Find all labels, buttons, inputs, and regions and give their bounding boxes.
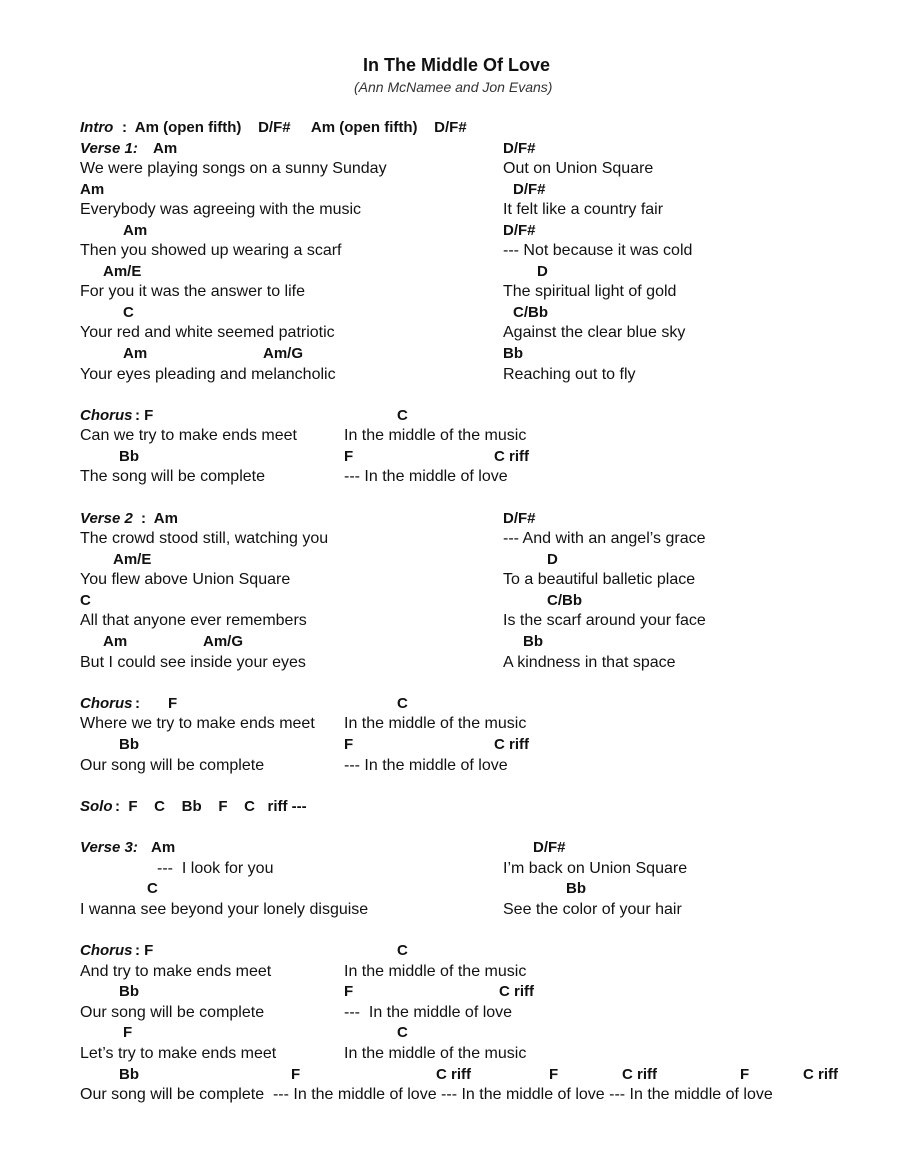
lyric-line: --- In the middle of love	[344, 757, 508, 774]
lyric-line: Where we try to make ends meet	[80, 715, 315, 732]
chord-label: Am	[80, 181, 105, 198]
lyric-line: Is the scarf around your face	[503, 612, 706, 629]
section-label: Solo	[80, 798, 113, 815]
chord-label: C/Bb	[547, 592, 582, 609]
chord-label: F	[168, 695, 178, 712]
section-label: Chorus	[80, 695, 133, 712]
lyric-line: Our song will be complete	[80, 757, 265, 774]
chord-label: Am	[123, 345, 148, 362]
chord-label: : F	[135, 407, 154, 424]
lyric-line: In the middle of the music	[344, 963, 527, 980]
chord-label: : Am	[141, 510, 178, 527]
lyric-line: The spiritual light of gold	[503, 283, 677, 300]
chord-label: D/F#	[503, 510, 536, 527]
lyric-line: The crowd stood still, watching you	[80, 530, 329, 547]
chord-label: Bb	[119, 983, 139, 1000]
lyric-line: See the color of your hair	[503, 901, 682, 918]
chord-label: F	[344, 983, 354, 1000]
chord-label: Am	[123, 222, 148, 239]
lyric-line: All that anyone ever remembers	[80, 612, 307, 629]
lyric-line: Can we try to make ends meet	[80, 427, 297, 444]
chord-label: D/F#	[503, 222, 536, 239]
chord-label: Bb	[566, 880, 586, 897]
chord-label: Bb	[523, 633, 543, 650]
lyric-line: The song will be complete	[80, 468, 265, 485]
section-label: Verse 2	[80, 510, 133, 527]
lyric-line: Out on Union Square	[503, 160, 654, 177]
chord-label: C riff	[436, 1066, 471, 1083]
chord-label: Am/E	[113, 551, 152, 568]
lyric-line: In the middle of the music	[344, 427, 527, 444]
chord-label: C	[123, 304, 134, 321]
chord-label: C riff	[494, 736, 529, 753]
chord-label: Am	[153, 140, 178, 157]
lyric-line: You flew above Union Square	[80, 571, 291, 588]
chord-label: C riff	[803, 1066, 838, 1083]
chord-label: : F C Bb F C riff ---	[115, 798, 307, 815]
chord-label: Am/G	[263, 345, 304, 362]
song-credits: (Ann McNamee and Jon Evans)	[354, 79, 553, 95]
lyric-line: Everybody was agreeing with the music	[80, 201, 362, 218]
chord-label: C	[397, 1024, 408, 1041]
chord-label: Am/G	[203, 633, 244, 650]
lyric-line: We were playing songs on a sunny Sunday	[80, 160, 387, 177]
chord-label: C	[397, 695, 408, 712]
lyric-line: To a beautiful balletic place	[503, 571, 696, 588]
lyric-line: I wanna see beyond your lonely disguise	[80, 901, 369, 918]
section-label: Intro	[80, 119, 114, 136]
chord-label: Bb	[119, 448, 139, 465]
chord-label: C riff	[499, 983, 534, 1000]
chord-label: D	[537, 263, 548, 280]
lyric-line: Your red and white seemed patriotic	[80, 324, 335, 341]
section-label: Chorus	[80, 942, 133, 959]
chord-label: D/F#	[533, 839, 566, 856]
chord-label: D/F#	[503, 140, 536, 157]
chord-label: D	[547, 551, 558, 568]
lyric-line: --- In the middle of love	[344, 1004, 513, 1021]
lyric-line: Then you showed up wearing a scarf	[80, 242, 342, 259]
lyric-line: --- Not because it was cold	[503, 242, 693, 259]
chord-label: Bb	[119, 736, 139, 753]
chord-label: F	[344, 736, 354, 753]
chord-label: Am/E	[103, 263, 142, 280]
chord-label: F	[123, 1024, 133, 1041]
lyric-line: In the middle of the music	[344, 715, 527, 732]
lyric-line: Against the clear blue sky	[503, 324, 686, 341]
chord-label: C/Bb	[513, 304, 548, 321]
chord-label: C riff	[622, 1066, 657, 1083]
chord-label: :	[135, 695, 140, 712]
lyric-line: --- And with an angel’s grace	[503, 530, 706, 547]
lyric-line: I’m back on Union Square	[503, 860, 688, 877]
lyric-line: Our song will be complete	[80, 1004, 265, 1021]
section-label: Chorus	[80, 407, 133, 424]
chord-label: C	[80, 592, 91, 609]
chord-label: Am	[103, 633, 128, 650]
lyric-line: Let’s try to make ends meet	[80, 1045, 277, 1062]
chord-label: F	[291, 1066, 301, 1083]
chord-label: C	[397, 942, 408, 959]
section-label: Verse 1:	[80, 140, 138, 157]
page-title: In The Middle Of Love	[363, 55, 551, 75]
section-label: Verse 3:	[80, 839, 138, 856]
lyric-line: In the middle of the music	[344, 1045, 527, 1062]
lyric-line: Reaching out to fly	[503, 366, 636, 383]
chord-label: C	[397, 407, 408, 424]
chord-label: Bb	[503, 345, 523, 362]
chord-label: Am	[151, 839, 176, 856]
lyric-line: Your eyes pleading and melancholic	[80, 366, 336, 383]
lyric-line: For you it was the answer to life	[80, 283, 305, 300]
chord-label: C riff	[494, 448, 529, 465]
chord-label: C	[147, 880, 158, 897]
chord-label: D/F#	[513, 181, 546, 198]
lyric-line: A kindness in that space	[503, 654, 676, 671]
chord-label: Bb	[119, 1066, 139, 1083]
chord-label: : F	[135, 942, 154, 959]
lyric-line: --- In the middle of love	[344, 468, 508, 485]
chord-label: F	[344, 448, 354, 465]
lyric-line: And try to make ends meet	[80, 963, 272, 980]
chord-label: F	[740, 1066, 750, 1083]
lyric-line: Our song will be complete --- In the middle of love --- In the middle of love --- In the middle of love	[80, 1086, 773, 1103]
chord-label: F	[549, 1066, 559, 1083]
lyric-line: But I could see inside your eyes	[80, 654, 306, 671]
lyric-line: It felt like a country fair	[503, 201, 664, 218]
lyric-line: --- I look for you	[157, 860, 274, 877]
chord-label: : Am (open fifth) D/F# Am (open fifth) D/F#	[122, 119, 467, 136]
